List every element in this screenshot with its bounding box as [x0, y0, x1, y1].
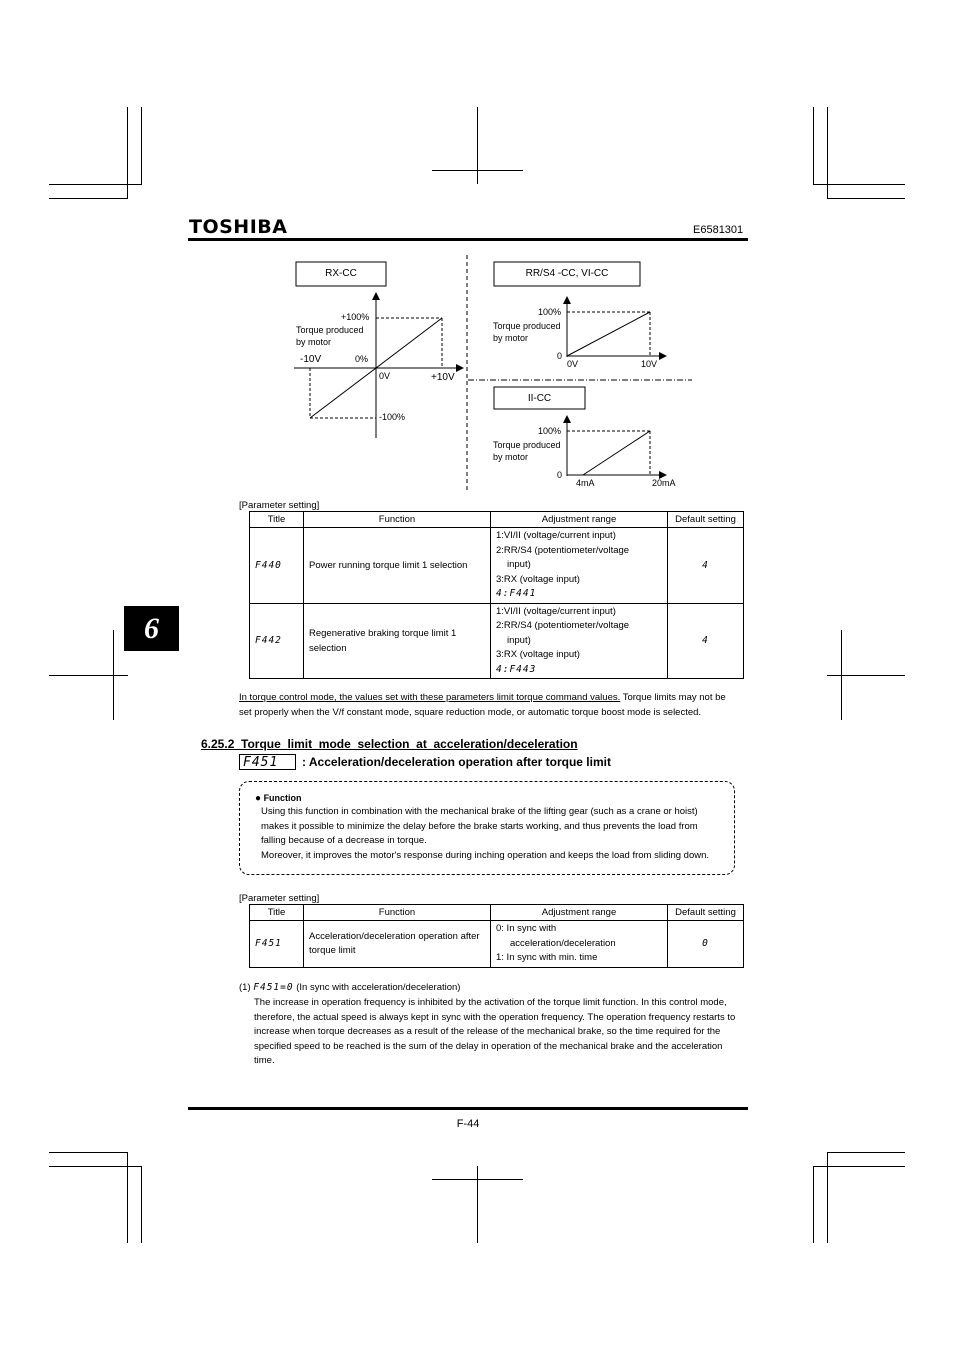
- rx-neg-v: -10V: [300, 354, 322, 365]
- param-default: 4: [668, 528, 744, 604]
- range-line: 2:RR/S4 (potentiometer/voltage: [496, 620, 630, 631]
- col-function: Function: [304, 512, 491, 528]
- param-function: [304, 603, 491, 679]
- param-code-box: F451: [239, 754, 296, 770]
- param-range: [491, 528, 668, 604]
- function-description: [261, 805, 731, 863]
- rr-x1: 10V: [641, 359, 658, 369]
- ii-zero: 0: [557, 470, 563, 480]
- ii-x0: 4mA: [576, 478, 595, 488]
- rr-top: 100%: [538, 307, 562, 317]
- range-line: 2:RR/S4 (potentiometer/voltage: [496, 544, 630, 556]
- footer-rule: [188, 1107, 748, 1110]
- item1-code: F451=0: [253, 982, 294, 993]
- toshiba-logo: TOSHIBA: [189, 216, 288, 238]
- page-number: F-44: [456, 1118, 480, 1130]
- function-line: Regenerative braking torque limit 1: [309, 627, 457, 639]
- col-title: Title: [250, 905, 304, 921]
- note-line2: set properly when the V/f constant mode, square reduction mode, or automatic torque boost mode is selected.: [239, 707, 702, 718]
- range-line: 4:F441: [496, 588, 537, 599]
- rx-neg-pct: -100%: [379, 412, 406, 422]
- range-line: 1:VI/II (voltage/current input): [496, 605, 616, 617]
- rr-ylabel-1: Torque produced: [493, 321, 561, 331]
- col-default: Default setting: [668, 905, 744, 921]
- col-title: Title: [250, 512, 304, 528]
- function-line: falling because of a decrease in torque.: [261, 835, 427, 846]
- item1-line: increase when torque decreases as a result of the release of the mechanical brake, so the time required for the: [254, 1026, 721, 1037]
- ii-top: 100%: [538, 426, 562, 436]
- doc-number: E6581301: [693, 224, 744, 236]
- parameter-table-2: [249, 904, 744, 968]
- function-line: selection: [309, 642, 347, 654]
- param-function: [304, 921, 491, 968]
- item1-line: specified speed to be reached is the sum of the delay in operation of the mechanical brake and the acceleration: [254, 1040, 723, 1052]
- function-line: Using this function in combination with the mechanical brake of the lifting gear (such as a crane or hoist): [261, 806, 698, 817]
- item1-line: The increase in operation frequency is inhibited by the activation of the torque limit function. In this control mode,: [254, 997, 727, 1008]
- table-row: [250, 603, 744, 679]
- item1-line: therefore, the actual speed is always kept in sync with the operation frequency. The operation frequency restarts to: [254, 1011, 736, 1023]
- param-range: [491, 921, 668, 968]
- table2-caption: [Parameter setting]: [239, 893, 320, 904]
- chapter-tab: 6: [124, 606, 179, 651]
- ii-ylabel-1: Torque produced: [493, 440, 561, 450]
- torque-control-note: [239, 690, 749, 720]
- item1-description: [254, 996, 749, 1069]
- rx-label: RX-CC: [325, 268, 357, 279]
- range-line: 1:VI/II (voltage/current input): [496, 530, 616, 541]
- rr-ylabel-2: by motor: [493, 333, 529, 343]
- rx-zero-pct: 0%: [355, 354, 369, 364]
- param-title: F442: [250, 603, 304, 679]
- rx-ylabel-2: by motor: [296, 337, 332, 347]
- table-header-row: [250, 512, 744, 528]
- rx-pos-pct: +100%: [341, 312, 370, 322]
- bullet-icon: ●: [255, 793, 262, 804]
- col-range: Adjustment range: [491, 512, 668, 528]
- ii-ylabel-2: by motor: [493, 452, 529, 462]
- rr-x0: 0V: [567, 359, 579, 369]
- table-row: [250, 528, 744, 604]
- table1-caption: [Parameter setting]: [239, 500, 320, 511]
- param-function: Power running torque limit 1 selection: [304, 528, 491, 604]
- param-title-text: : Acceleration/deceleration operation after torque limit: [302, 755, 611, 769]
- range-line: input): [507, 634, 531, 646]
- function-line: torque limit: [309, 944, 356, 956]
- ii-label: II-CC: [527, 393, 552, 404]
- note-rest: Torque limits may not be: [620, 692, 726, 703]
- rx-ylabel-1: Torque produced: [296, 325, 364, 335]
- range-line: 3:RX (voltage input): [496, 649, 580, 660]
- range-line: 0: In sync with: [496, 923, 557, 934]
- ii-x1: 20mA: [652, 478, 676, 488]
- torque-diagrams: [0, 0, 954, 500]
- function-line: Moreover, it improves the motor's response during inching operation and keeps the load from sliding down.: [261, 849, 710, 861]
- range-line: 1: In sync with min. time: [496, 952, 598, 963]
- rr-label: RR/S4 -CC, VI-CC: [525, 268, 609, 279]
- ii-characteristic-line: [583, 431, 650, 475]
- item1-suffix: (In sync with acceleration/deceleration): [296, 982, 461, 993]
- rr-zero: 0: [557, 351, 563, 361]
- section-heading: 6.25.2 Torque limit mode selection at acceleration/deceleration: [201, 737, 578, 751]
- range-line: input): [507, 559, 531, 570]
- function-line: makes it possible to minimize the delay before the brake starts working, and thus prevents the load from: [261, 820, 698, 832]
- range-line: acceleration/deceleration: [510, 937, 616, 949]
- col-function: Function: [304, 905, 491, 921]
- function-line: Acceleration/deceleration operation after: [309, 930, 480, 942]
- item1-line: time.: [254, 1055, 275, 1066]
- item1-prefix: (1): [239, 982, 251, 993]
- range-line: 3:RX (voltage input): [496, 573, 580, 585]
- note-underlined: In torque control mode, the values set with these parameters limit torque command values.: [239, 692, 621, 703]
- function-title: [255, 793, 302, 804]
- item1-heading: [239, 982, 460, 993]
- rx-pos-v: +10V: [431, 372, 455, 383]
- param-default: 0: [668, 921, 744, 968]
- parameter-table-1: [249, 511, 744, 679]
- param-range: [491, 603, 668, 679]
- table-row: [250, 921, 744, 968]
- col-default: Default setting: [668, 512, 744, 528]
- table-header-row: [250, 905, 744, 921]
- function-title-text: Function: [263, 793, 302, 803]
- rx-zero-v: 0V: [379, 371, 391, 381]
- rr-characteristic-line: [567, 312, 650, 356]
- param-default: 4: [668, 603, 744, 679]
- col-range: Adjustment range: [491, 905, 668, 921]
- range-line: 4:F443: [496, 663, 537, 675]
- param-title: F440: [250, 528, 304, 604]
- param-title: F451: [250, 921, 304, 968]
